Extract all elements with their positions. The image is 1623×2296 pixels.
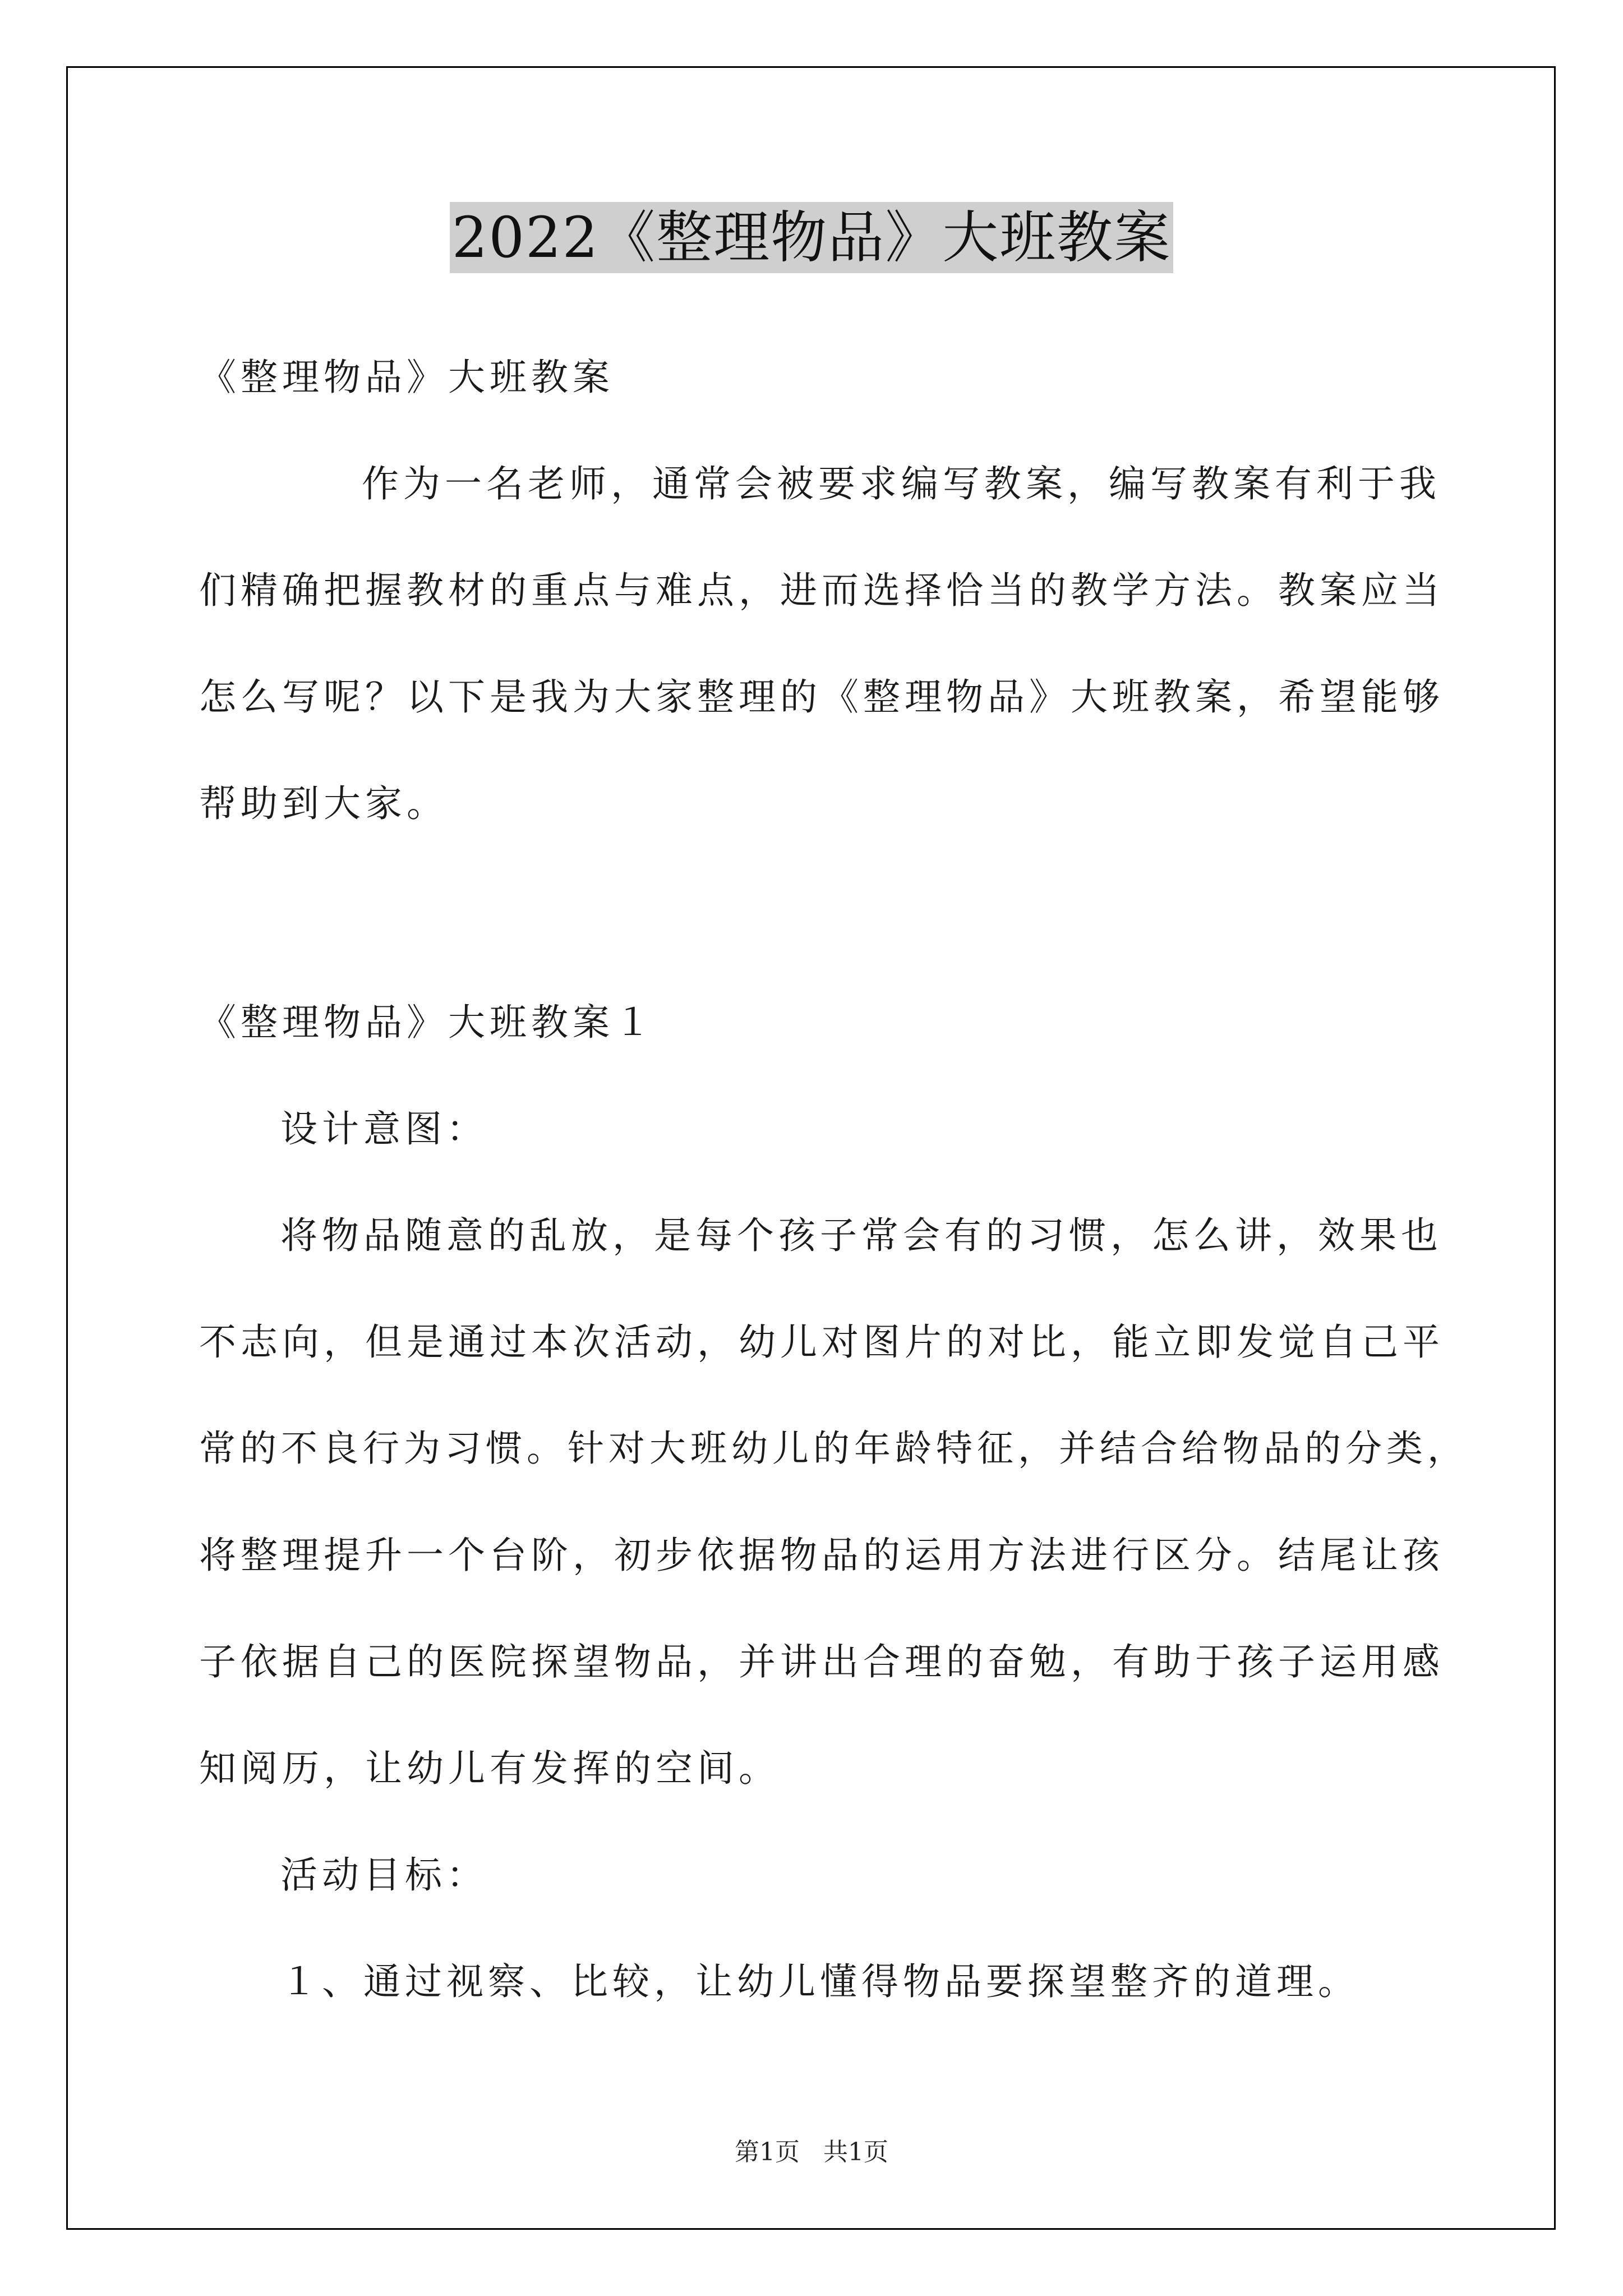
subtitle: 《整理物品》大班教案 [199, 356, 614, 399]
title-container [0, 202, 1623, 273]
body-line: 将物品随意的乱放，是每个孩子常会有的习惯，怎么讲，效果也 [280, 1214, 1442, 1257]
body-line: 子依据自己的医院探望物品，并讲出合理的奋勉，有助于孩子运用感 [199, 1640, 1444, 1683]
intro-line: 怎么写呢？以下是我为大家整理的《整理物品》大班教案，希望能够 [199, 675, 1444, 719]
document-title: 2022《整理物品》大班教案 [450, 202, 1174, 273]
objective-item: １、通过视察、比较，让幼儿懂得物品要探望整齐的道理。 [280, 1960, 1359, 2003]
page-footer: 第1页 共1页 [735, 2138, 888, 2166]
body-line: 不志向，但是通过本次活动，幼儿对图片的对比，能立即发觉自己平 [199, 1320, 1444, 1364]
intro-line: 帮助到大家。 [199, 782, 448, 825]
body-line: 将整理提升一个台阶，初步依据物品的运用方法进行区分。结尾让孩 [199, 1534, 1444, 1577]
body-line: 常的不良行为习惯。针对大班幼儿的年龄特征，并结合给物品的分类， [199, 1428, 1469, 1470]
objectives-label: 活动目标： [280, 1853, 488, 1897]
section-heading: 《整理物品》大班教案１ [199, 1001, 656, 1044]
body-line: 知阅历，让幼儿有发挥的空间。 [199, 1747, 780, 1790]
intro-line: 作为一名老师，通常会被要求编写教案，编写教案有利于我 [362, 462, 1441, 505]
design-intent-label: 设计意图： [280, 1107, 488, 1151]
intro-line: 们精确把握教材的重点与难点，进而选择恰当的教学方法。教案应当 [199, 569, 1444, 612]
